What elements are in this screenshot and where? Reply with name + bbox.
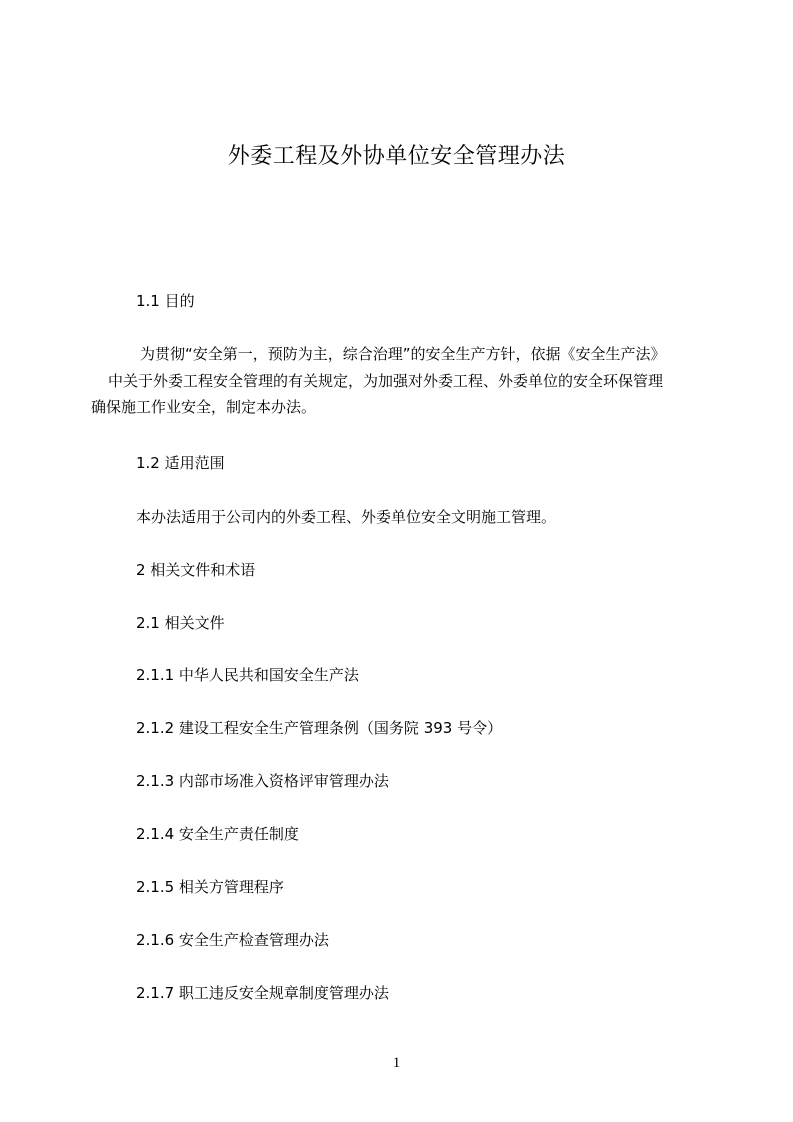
section-heading-2: 2 相关文件和术语 bbox=[136, 561, 256, 579]
list-item: 2.1.2 建设工程安全生产管理条例（国务院 393 号令） bbox=[136, 719, 503, 737]
list-item: 2.1.7 职工违反安全规章制度管理办法 bbox=[136, 984, 389, 1002]
list-item: 2.1.3 内部市场准入资格评审管理办法 bbox=[136, 772, 389, 790]
purpose-paragraph bbox=[91, 341, 704, 421]
section-heading-1-1: 1.1 目的 bbox=[136, 292, 195, 310]
list-item: 2.1.1 中华人民共和国安全生产法 bbox=[136, 666, 359, 684]
list-item: 2.1.5 相关方管理程序 bbox=[136, 878, 284, 896]
paragraph-line: 为贯彻“安全第一，预防为主，综合治理”的安全生产方针，依据《安全生产法》 bbox=[140, 345, 666, 363]
section-heading-2-1: 2.1 相关文件 bbox=[136, 614, 225, 632]
section-heading-1-2: 1.2 适用范围 bbox=[136, 454, 225, 472]
list-item: 2.1.6 安全生产检查管理办法 bbox=[136, 931, 329, 949]
paragraph-line: 确保施工作业安全，制定本办法。 bbox=[91, 398, 317, 416]
scope-text: 本办法适用于公司内的外委工程、外委单位安全文明施工管理。 bbox=[136, 508, 557, 526]
page-number: 1 bbox=[392, 1055, 401, 1071]
list-item: 2.1.4 安全生产责任制度 bbox=[136, 825, 299, 843]
paragraph-line: 中关于外委工程安全管理的有关规定，为加强对外委工程、外委单位的安全环保管理 bbox=[108, 371, 664, 390]
document-title: 外委工程及外协单位安全管理办法 bbox=[227, 144, 566, 169]
